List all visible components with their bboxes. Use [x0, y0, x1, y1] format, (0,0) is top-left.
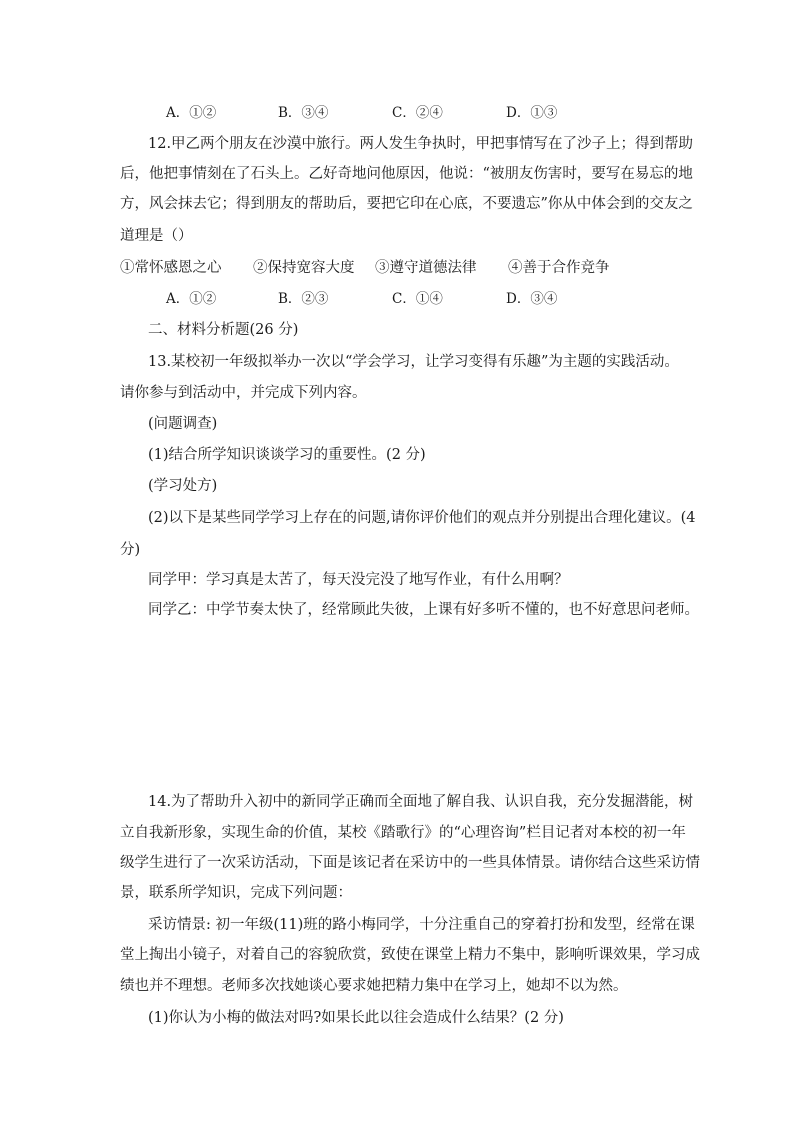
q12-option-d: D．③④ — [506, 291, 558, 307]
q13-stem-line-1: 13.某校初一年级拟举办一次以“学会学习，让学习变得有乐趣”为主题的实践活动。 — [148, 354, 679, 370]
q14-stem-line-3: 级学生进行了一次采访活动，下面是该记者在采访中的一些具体情景。请你结合这些采访情 — [120, 855, 700, 871]
q13-part2-heading: (学习处方) — [148, 478, 218, 494]
q12-stem-line-2: 后，他把事情刻在了石头上。乙好奇地问他原因，他说：“被朋友伤害时，要写在易忘的地 — [120, 166, 693, 182]
q14-scene-line-3: 绩也并不理想。老师多次找她谈心要求她把精力集中在学习上，她却不以为然。 — [120, 978, 628, 994]
q12-statement-2: ②保持宽容大度 — [253, 260, 355, 276]
q14-stem-line-4: 景，联系所学知识，完成下列问题： — [120, 885, 352, 901]
q13-stem-line-2: 请你参与到活动中，并完成下列内容。 — [120, 385, 367, 401]
q12-statement-4: ④善于合作竞争 — [508, 260, 610, 276]
q14-stem-line-2: 立自我新形象，实现生命的价值，某校《踏歌行》的“心理咨询”栏目记者对本校的初一年 — [120, 825, 686, 841]
q13-student-a: 同学甲：学习真是太苦了，每天没完没了地写作业，有什么用啊？ — [148, 572, 569, 588]
q12-statement-1: ①常怀感恩之心 — [120, 260, 222, 276]
q12-stem-line-3: 方，风会抹去它；得到朋友的帮助后，要把它印在心底，不要遗忘”你从中体会到的交友之 — [120, 196, 693, 212]
q11-option-b: B．③④ — [278, 105, 329, 121]
q12-stem-line-4: 道理是（） — [120, 228, 193, 244]
q13-part2-question-line-1: (2)以下是某些同学学习上存在的问题,请你评价他们的观点并分别提出合理化建议。(4 — [148, 510, 696, 526]
q12-stem-line-1: 12.甲乙两个朋友在沙漠中旅行。两人发生争执时，甲把事情写在了沙子上；得到帮助 — [148, 136, 694, 152]
q14-stem-line-1: 14.为了帮助升入初中的新同学正确而全面地了解自我、认识自我，充分发掘潜能，树 — [148, 794, 694, 810]
q13-student-b: 同学乙：中学节奏太快了，经常顾此失彼，上课有好多听不懂的，也不好意思问老师。 — [148, 602, 699, 618]
q12-option-a: A．①② — [166, 291, 217, 307]
q11-option-a: A．①② — [166, 105, 217, 121]
q11-option-c: C．②④ — [392, 105, 443, 121]
q12-option-c: C．①④ — [392, 291, 443, 307]
section-title: 二、材料分析题(26 分) — [148, 322, 299, 338]
q11-option-d: D．①③ — [506, 105, 558, 121]
q14-question-1: (1)你认为小梅的做法对吗?如果长此以往会造成什么结果？(2 分) — [148, 1010, 564, 1026]
q14-scene-line-2: 堂上掏出小镜子，对着自己的容貌欣赏，致使在课堂上精力不集中，影响听课效果，学习成 — [120, 947, 700, 963]
q13-part1-heading: (问题调查) — [148, 416, 218, 432]
q12-statement-3: ③遵守道德法律 — [375, 260, 477, 276]
q12-option-b: B．②③ — [278, 291, 329, 307]
q13-part1-question: (1)结合所学知识谈谈学习的重要性。(2 分) — [148, 447, 426, 463]
q14-scene-line-1: 采访情景: 初一年级(11)班的路小梅同学，十分注重自己的穿着打扮和发型，经常在课 — [148, 917, 695, 933]
q13-part2-question-line-2: 分) — [120, 542, 141, 558]
